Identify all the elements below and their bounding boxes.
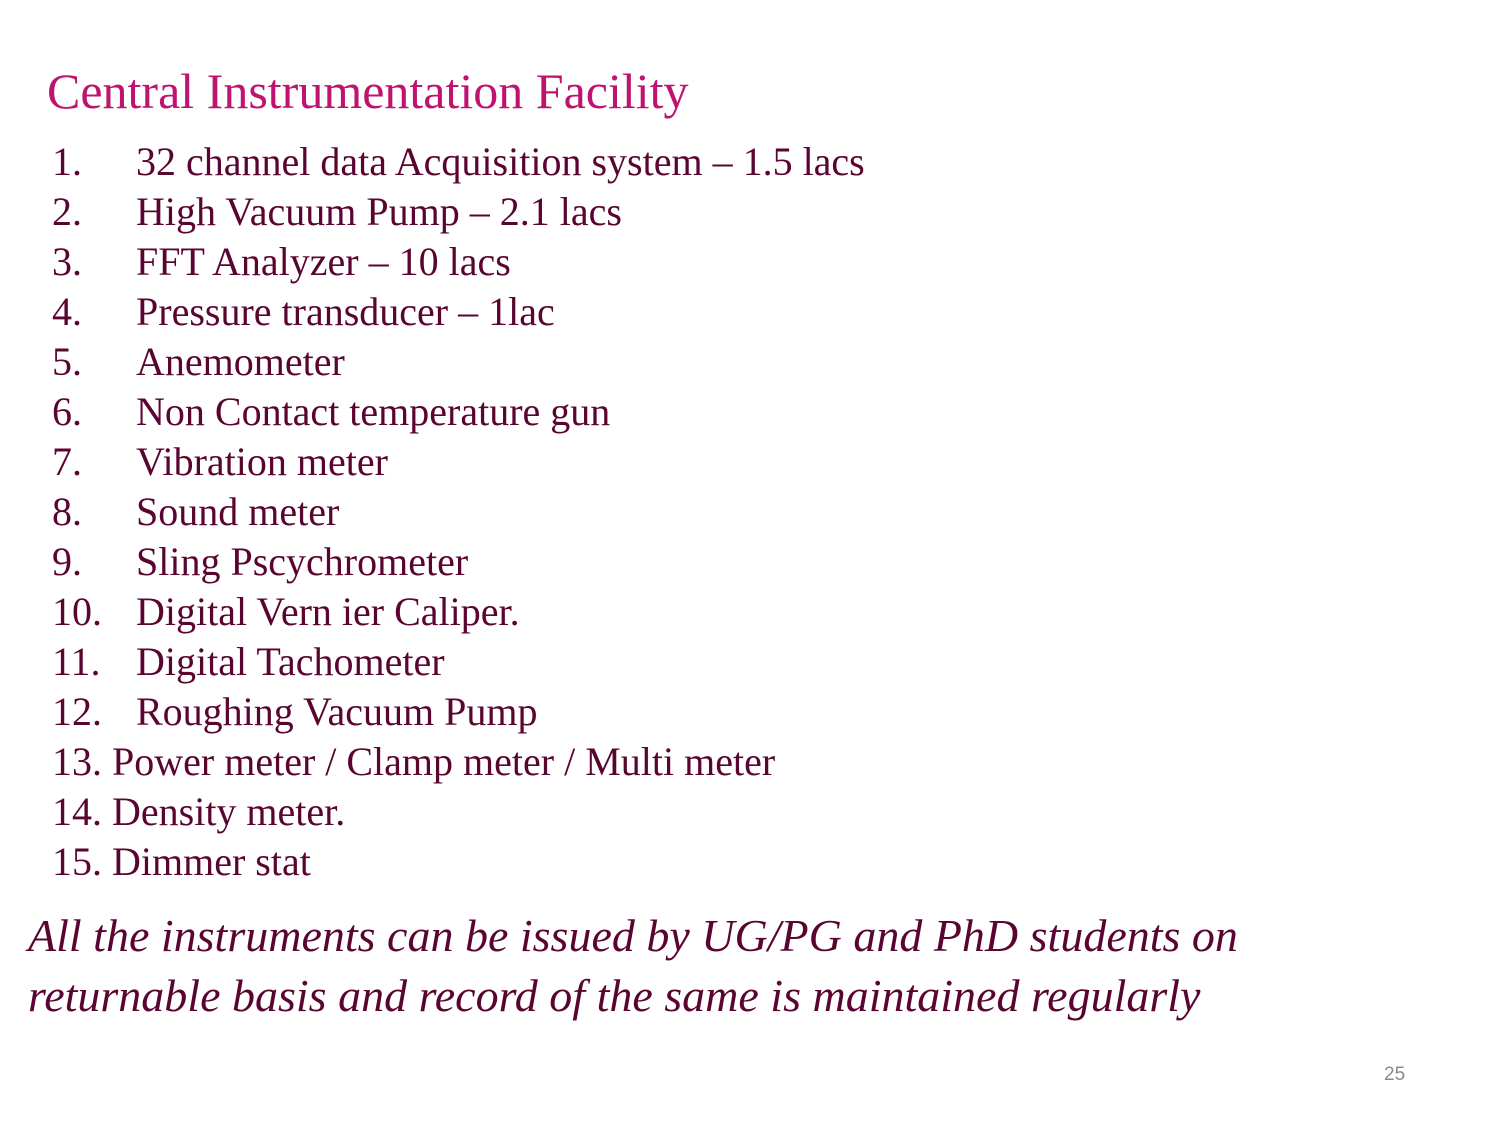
list-item	[52, 637, 775, 687]
list-item	[52, 487, 775, 537]
list-item	[52, 437, 775, 487]
item-text: Non Contact temperature gun	[136, 389, 611, 434]
item-text: High Vacuum Pump – 2.1 lacs	[136, 189, 622, 234]
item-text: Digital Tachometer	[136, 639, 445, 684]
footnote-line-2: returnable basis and record of the same is maintained regularly	[28, 970, 1201, 1021]
item-number: 10.	[52, 589, 102, 634]
list-item	[52, 287, 775, 337]
item-text: Power meter / Clamp meter / Multi meter	[112, 739, 776, 784]
list-item	[52, 237, 775, 287]
list-item	[52, 737, 775, 787]
item-number: 15.	[52, 839, 102, 884]
item-number: 12.	[52, 689, 102, 734]
item-text: Roughing Vacuum Pump	[136, 689, 538, 734]
item-number: 2.	[52, 189, 82, 234]
item-number: 3.	[52, 239, 82, 284]
item-number: 6.	[52, 389, 82, 434]
item-number: 9.	[52, 539, 82, 584]
list-item	[52, 387, 775, 437]
item-text: Sound meter	[136, 489, 340, 534]
list-item	[52, 837, 775, 887]
list-item	[52, 537, 775, 587]
item-text: Vibration meter	[136, 439, 388, 484]
item-number: 4.	[52, 289, 82, 334]
item-text: 32 channel data Acquisition system – 1.5 lacs	[136, 139, 865, 184]
item-number: 13.	[52, 739, 102, 784]
list-item	[52, 587, 775, 637]
item-text: Anemometer	[136, 339, 345, 384]
slide-title: Central Instrumentation Facility	[47, 63, 689, 119]
item-text: Digital Vern ier Caliper.	[136, 589, 520, 634]
list-item	[52, 787, 775, 837]
item-number: 14.	[52, 789, 102, 834]
instrument-list	[52, 137, 865, 887]
item-text: Pressure transducer – 1lac	[136, 289, 555, 334]
item-text: Sling Pscychrometer	[136, 539, 469, 584]
item-number: 8.	[52, 489, 82, 534]
footnote	[28, 906, 1428, 1026]
item-text: Density meter.	[112, 789, 346, 834]
item-number: 5.	[52, 339, 82, 384]
list-item	[52, 187, 775, 237]
item-text: FFT Analyzer – 10 lacs	[136, 239, 511, 284]
item-number: 7.	[52, 439, 82, 484]
item-number: 11.	[52, 639, 101, 684]
footnote-line-1: All the instruments can be issued by UG/PG and PhD students on	[28, 910, 1238, 961]
page-number: 25	[1384, 1064, 1406, 1085]
list-item	[52, 337, 775, 387]
list-item	[52, 137, 865, 187]
item-text: Dimmer stat	[112, 839, 311, 884]
item-number: 1.	[52, 139, 82, 184]
list-item	[52, 687, 775, 737]
